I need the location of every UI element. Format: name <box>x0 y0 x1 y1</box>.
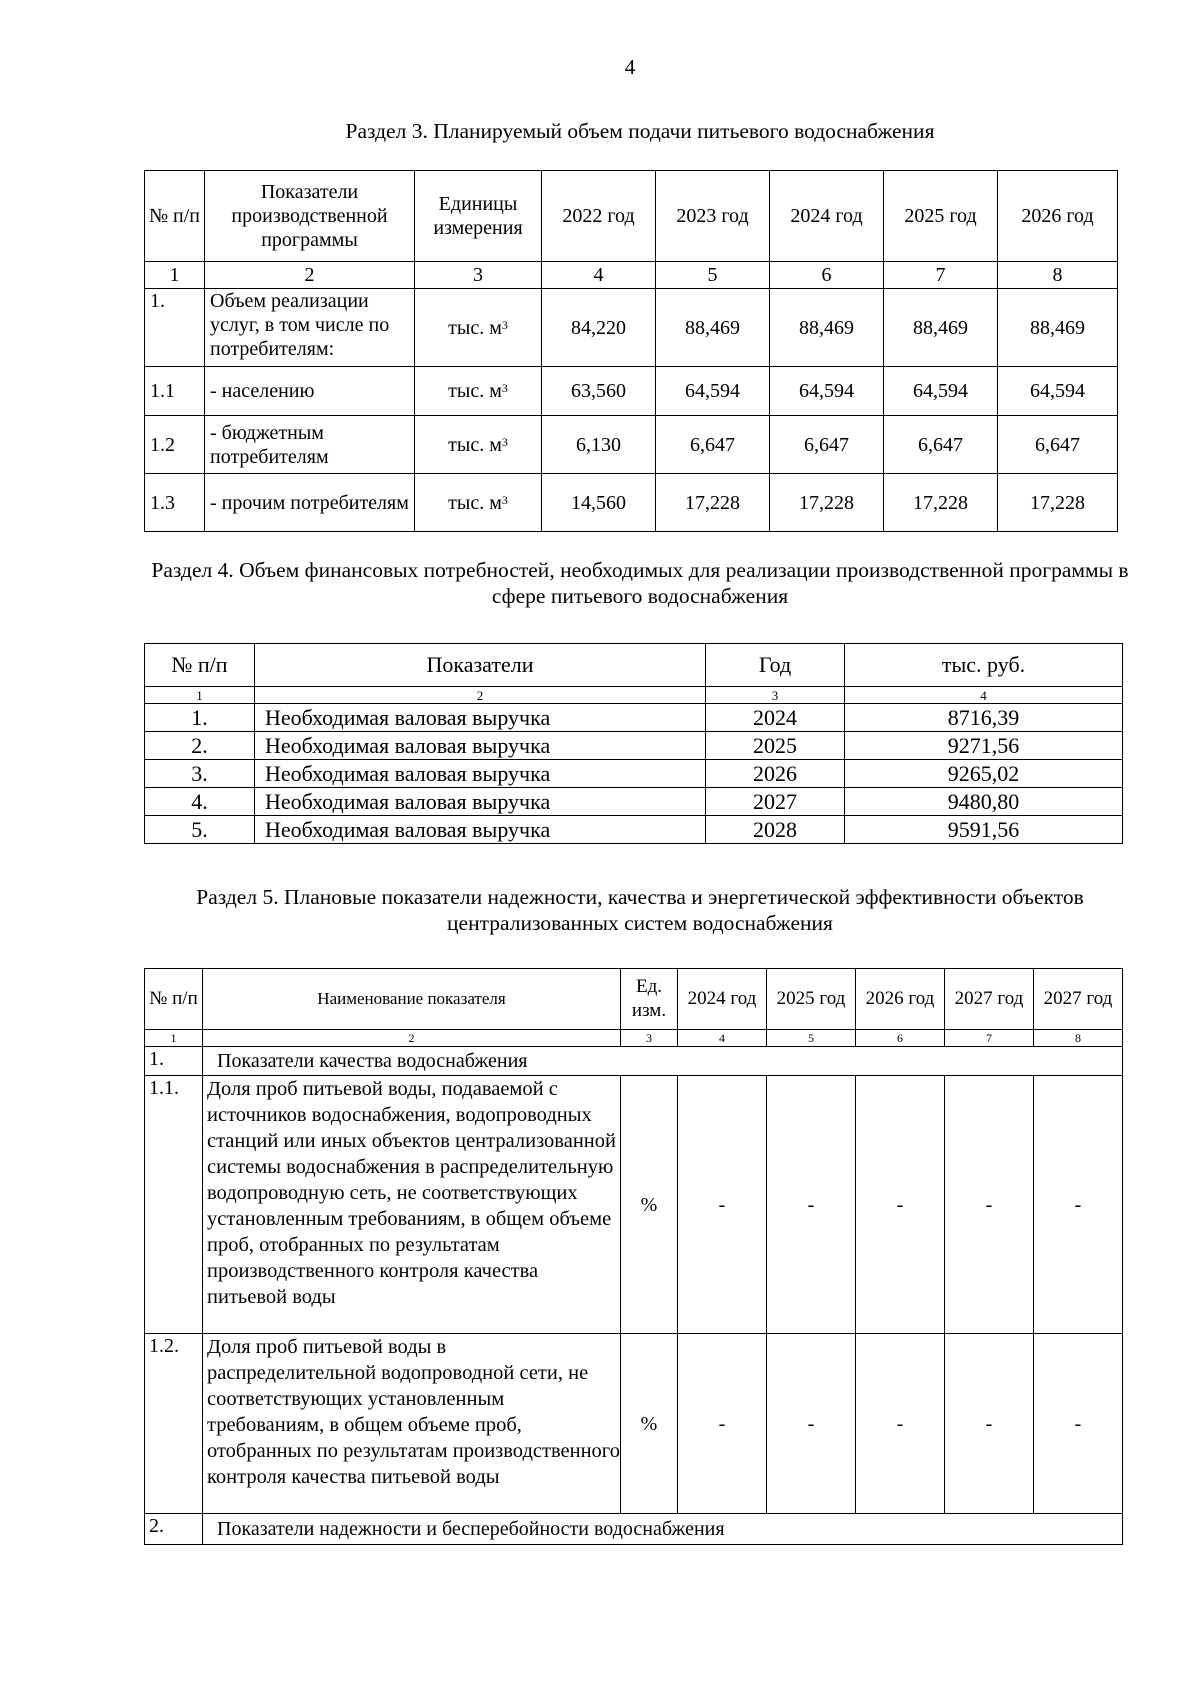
value-cell: - <box>767 1334 856 1514</box>
column-number-row <box>145 262 1118 289</box>
unit-superscript: 3 <box>501 317 508 332</box>
value-cell: - <box>678 1076 767 1334</box>
header-cell: 2025 год <box>884 171 998 262</box>
value-cell: 6,647 <box>884 416 998 474</box>
value-cell: 6,130 <box>542 416 656 474</box>
group-title: Показатели качества водоснабжения <box>203 1047 1123 1076</box>
header-cell: тыс. руб. <box>845 644 1123 687</box>
value-cell: 9271,56 <box>845 732 1123 760</box>
row-number: 1.3 <box>145 474 205 532</box>
section5-title: Раздел 5. Плановые показатели надежности, качества и энергетической эффективности объектов централизованных систем водоснабжения <box>196 885 1084 935</box>
row-number: 2. <box>145 732 255 760</box>
value-cell: 9480,80 <box>845 788 1123 816</box>
value-cell: 6,647 <box>998 416 1118 474</box>
value-cell: - <box>678 1334 767 1514</box>
value-cell: 6,647 <box>656 416 770 474</box>
table-row <box>145 1334 1123 1514</box>
row-name: - населению <box>205 367 415 416</box>
row-name: - бюджетным потребителям <box>205 416 415 474</box>
row-number: 5. <box>145 816 255 844</box>
header-cell: 2026 год <box>856 969 945 1030</box>
group-number: 1. <box>145 1047 203 1076</box>
page-number: 4 <box>624 55 636 79</box>
value-cell: 17,228 <box>770 474 884 532</box>
table-row <box>145 788 1123 816</box>
column-number: 6 <box>856 1030 945 1047</box>
row-name: Необходимая валовая выручка <box>255 816 706 844</box>
header-cell: Ед. изм. <box>621 969 678 1030</box>
section5-table <box>144 968 1123 1545</box>
table-row <box>145 1076 1123 1334</box>
column-number: 8 <box>1034 1030 1123 1047</box>
column-number: 4 <box>845 687 1123 704</box>
header-cell: Показатели <box>255 644 706 687</box>
column-number: 3 <box>706 687 845 704</box>
value-cell: 14,560 <box>542 474 656 532</box>
value-cell: - <box>945 1334 1034 1514</box>
value-cell: - <box>767 1076 856 1334</box>
table-header-row <box>145 171 1118 262</box>
header-cell: 2023 год <box>656 171 770 262</box>
column-number: 1 <box>145 262 205 289</box>
column-number: 2 <box>203 1030 621 1047</box>
header-cell: Наименование показателя <box>203 969 621 1030</box>
table-row <box>145 704 1123 732</box>
row-number: 3. <box>145 760 255 788</box>
value-cell: - <box>856 1334 945 1514</box>
value-cell: 64,594 <box>884 367 998 416</box>
value-cell: 9591,56 <box>845 816 1123 844</box>
value-cell: 63,560 <box>542 367 656 416</box>
header-cell: № п/п <box>145 171 205 262</box>
unit-cell <box>415 289 542 367</box>
column-number: 3 <box>621 1030 678 1047</box>
row-name: - прочим потребителям <box>205 474 415 532</box>
value-cell: 88,469 <box>884 289 998 367</box>
column-number: 5 <box>656 262 770 289</box>
unit-text: тыс. м <box>448 433 502 456</box>
unit-cell <box>415 474 542 532</box>
row-number: 1.2. <box>145 1334 203 1514</box>
column-number: 5 <box>767 1030 856 1047</box>
unit-cell <box>415 367 542 416</box>
table-row <box>145 416 1118 474</box>
value-cell: 84,220 <box>542 289 656 367</box>
table-row <box>145 474 1118 532</box>
row-name: Необходимая валовая выручка <box>255 704 706 732</box>
unit-text: тыс. м <box>448 380 502 402</box>
unit-superscript: 3 <box>501 381 508 395</box>
section-group-row <box>145 1514 1123 1545</box>
column-number: 4 <box>542 262 656 289</box>
column-number: 3 <box>415 262 542 289</box>
header-cell: 2027 год <box>945 969 1034 1030</box>
year-cell: 2026 <box>706 760 845 788</box>
column-number: 1 <box>145 687 255 704</box>
row-number: 4. <box>145 788 255 816</box>
unit-text: тыс. м <box>448 316 502 339</box>
header-cell: № п/п <box>145 969 203 1030</box>
value-cell: - <box>1034 1076 1123 1334</box>
value-cell: 88,469 <box>998 289 1118 367</box>
section-group-row <box>145 1047 1123 1076</box>
value-cell: 17,228 <box>998 474 1118 532</box>
column-number: 2 <box>255 687 706 704</box>
header-cell: 2025 год <box>767 969 856 1030</box>
year-cell: 2027 <box>706 788 845 816</box>
unit-cell <box>415 416 542 474</box>
row-number: 1.1. <box>145 1076 203 1334</box>
column-number: 7 <box>884 262 998 289</box>
column-number: 4 <box>678 1030 767 1047</box>
value-cell: 17,228 <box>656 474 770 532</box>
value-cell: 64,594 <box>770 367 884 416</box>
value-cell: 6,647 <box>770 416 884 474</box>
table-header-row <box>145 644 1123 687</box>
year-cell: 2028 <box>706 816 845 844</box>
value-cell: 88,469 <box>770 289 884 367</box>
value-cell: - <box>856 1076 945 1334</box>
value-cell: 64,594 <box>656 367 770 416</box>
value-cell: 88,469 <box>656 289 770 367</box>
column-number: 8 <box>998 262 1118 289</box>
header-cell: № п/п <box>145 644 255 687</box>
header-cell: 2027 год <box>1034 969 1123 1030</box>
column-number: 6 <box>770 262 884 289</box>
value-cell: 17,228 <box>884 474 998 532</box>
row-name: Необходимая валовая выручка <box>255 760 706 788</box>
row-name: Доля проб питьевой воды, подаваемой с источников водоснабжения, водопроводных станций или иных объектов централизованной системы водоснабжения в распределительную водопроводную сеть, не соответствующих установленным требованиям, в общем объеме проб, отобранных по результатам производственного контроля качества питьевой воды <box>203 1076 621 1334</box>
row-name: Доля проб питьевой воды в распределительной водопроводной сети, не соответствующих установленным требованиям, в общем объеме проб, отобранных по результатам производственного контроля качества питьевой воды <box>203 1334 621 1514</box>
header-cell: Год <box>706 644 845 687</box>
section3-table <box>144 170 1118 532</box>
header-cell: 2022 год <box>542 171 656 262</box>
row-number: 1. <box>145 704 255 732</box>
header-cell: Единицы измерения <box>415 171 542 262</box>
column-number-row <box>145 1030 1123 1047</box>
table-row <box>145 367 1118 416</box>
header-cell: 2024 год <box>678 969 767 1030</box>
row-name: Объем реализации услуг, в том числе по потребителям: <box>205 289 415 367</box>
section4-title: Раздел 4. Объем финансовых потребностей, необходимых для реализации производственной программы в сфере питьевого водоснабжения <box>151 558 1129 608</box>
column-number: 2 <box>205 262 415 289</box>
group-title: Показатели надежности и бесперебойности водоснабжения <box>203 1514 1123 1545</box>
header-cell: Показатели производственной программы <box>205 171 415 262</box>
row-number: 1.1 <box>145 367 205 416</box>
row-number: 1. <box>145 289 205 367</box>
column-number: 1 <box>145 1030 203 1047</box>
table-header-row <box>145 969 1123 1030</box>
value-cell: 9265,02 <box>845 760 1123 788</box>
row-name: Необходимая валовая выручка <box>255 788 706 816</box>
section3-title: Раздел 3. Планируемый объем подачи питьевого водоснабжения <box>345 119 935 143</box>
group-number: 2. <box>145 1514 203 1545</box>
row-number: 1.2 <box>145 416 205 474</box>
unit-cell: % <box>621 1334 678 1514</box>
year-cell: 2025 <box>706 732 845 760</box>
row-name: Необходимая валовая выручка <box>255 732 706 760</box>
header-cell: 2026 год <box>998 171 1118 262</box>
column-number-row <box>145 687 1123 704</box>
value-cell: 64,594 <box>998 367 1118 416</box>
year-cell: 2024 <box>706 704 845 732</box>
value-cell: 8716,39 <box>845 704 1123 732</box>
unit-superscript: 3 <box>501 492 508 507</box>
value-cell: - <box>1034 1334 1123 1514</box>
table-row <box>145 732 1123 760</box>
value-cell: - <box>945 1076 1034 1334</box>
column-number: 7 <box>945 1030 1034 1047</box>
table-row <box>145 816 1123 844</box>
section4-table <box>144 643 1123 844</box>
unit-cell: % <box>621 1076 678 1334</box>
unit-superscript: 3 <box>501 434 508 449</box>
table-row <box>145 760 1123 788</box>
header-cell: 2024 год <box>770 171 884 262</box>
unit-text: тыс. м <box>448 491 502 514</box>
table-row <box>145 289 1118 367</box>
